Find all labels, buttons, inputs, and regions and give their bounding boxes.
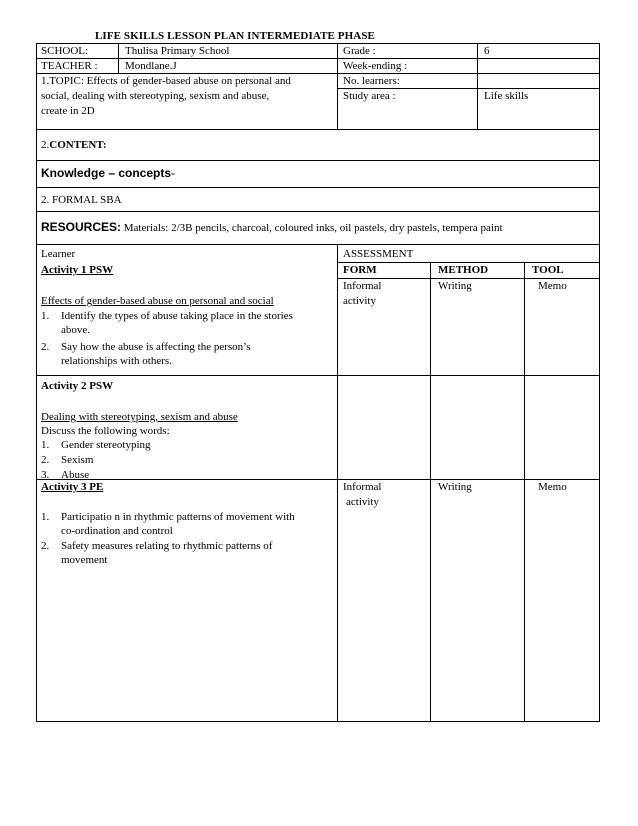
- activity-3-form-line-1: Informal: [343, 481, 382, 493]
- list-item-number: 1.: [41, 439, 50, 451]
- list-item-line: movement: [61, 554, 108, 566]
- activity-1-form-line-1: Informal: [343, 280, 382, 292]
- topic-line-2: social, dealing with stereotyping, sexism and abuse,: [41, 90, 270, 102]
- row-divider: [36, 375, 600, 376]
- list-item-line: relationships with others.: [61, 355, 172, 367]
- row-divider: [36, 58, 600, 59]
- list-item: [41, 539, 333, 567]
- activity-2-subtitle: Dealing with stereotyping, sexism and abuse: [41, 411, 238, 423]
- list-item-line: above.: [61, 324, 91, 336]
- teacher-label: TEACHER :: [41, 60, 98, 72]
- method-header: METHOD: [438, 264, 489, 276]
- activity-1-form-line-2: activity: [343, 295, 376, 307]
- learner-header: Learner: [41, 248, 76, 260]
- col-divider: [337, 244, 338, 722]
- activity-1-subtitle: Effects of gender-based abuse on personal and social: [41, 295, 274, 307]
- list-item-number: 1.: [41, 511, 50, 523]
- activity-2-intro: Discuss the following words:: [41, 425, 170, 437]
- content-heading-number: 2.: [41, 139, 50, 151]
- activity-1-list: [41, 309, 333, 368]
- document-title: LIFE SKILLS LESSON PLAN INTERMEDIATE PHASE: [95, 30, 375, 42]
- assessment-header: ASSESSMENT: [343, 248, 414, 260]
- list-item-line: Participatio n in rhythmic patterns of movement with: [61, 511, 295, 523]
- list-item: [41, 453, 333, 467]
- list-item-line: Say how the abuse is affecting the person’s: [61, 341, 251, 353]
- list-item: [41, 309, 333, 337]
- activity-1-title: Activity 1 PSW: [41, 264, 114, 276]
- list-item-text: Abuse: [61, 469, 90, 481]
- content-heading: [41, 138, 107, 152]
- formal-sba: 2. FORMAL SBA: [41, 194, 122, 206]
- list-item: [41, 438, 333, 452]
- activity-1-method: Writing: [438, 280, 472, 292]
- list-item-text: Gender stereotyping: [61, 439, 151, 451]
- study-area-value: Life skills: [484, 90, 529, 102]
- list-item-number: 1.: [41, 310, 50, 322]
- col-divider: [118, 43, 119, 74]
- grade-label: Grade :: [343, 45, 376, 57]
- col-divider: [430, 262, 431, 722]
- col-divider: [524, 262, 525, 722]
- row-divider: [36, 211, 600, 212]
- activity-3-title: Activity 3 PE: [41, 481, 104, 493]
- row-divider: [36, 160, 600, 161]
- activity-2-title: Activity 2 PSW: [41, 380, 114, 392]
- list-item: [41, 510, 333, 538]
- grade-value: 6: [484, 45, 490, 57]
- col-divider: [477, 43, 478, 130]
- resources-row: [41, 220, 503, 235]
- tool-header: TOOL: [532, 264, 564, 276]
- form-header: FORM: [343, 264, 377, 276]
- list-item: [41, 340, 333, 368]
- list-item-text: Sexism: [61, 454, 94, 466]
- list-item-number: 3.: [41, 469, 50, 481]
- list-item-number: 2.: [41, 341, 50, 353]
- activity-3-list: [41, 510, 333, 567]
- table-border-left: [36, 43, 37, 722]
- col-divider: [337, 43, 338, 130]
- list-item-line: Identify the types of abuse taking place in the stories: [61, 310, 293, 322]
- row-divider: [36, 187, 600, 188]
- activity-2-list: [41, 438, 333, 482]
- knowledge-suffix: -: [171, 166, 176, 180]
- list-item-line: Safety measures relating to rhythmic patterns of: [61, 540, 273, 552]
- resources-text: Materials: 2/3B pencils, charcoal, coloured inks, oil pastels, dry pastels, tempera paint: [121, 222, 503, 234]
- activity-3-form-line-2: activity: [346, 496, 379, 508]
- learners-label: No. learners:: [343, 75, 400, 87]
- content-heading-label: CONTENT:: [49, 139, 107, 151]
- topic-line-3: create in 2D: [41, 105, 95, 117]
- activity-3-tool: Memo: [538, 481, 567, 493]
- list-item-number: 2.: [41, 454, 50, 466]
- list-item-line: co-ordination and control: [61, 525, 173, 537]
- knowledge-concepts: [41, 166, 175, 180]
- list-item-number: 2.: [41, 540, 50, 552]
- table-border-top: [36, 43, 600, 44]
- topic-line-1: 1.TOPIC: Effects of gender-based abuse on personal and: [41, 75, 291, 87]
- row-divider: [36, 129, 600, 130]
- school-value: Thulisa Primary School: [125, 45, 230, 57]
- activity-1-tool: Memo: [538, 280, 567, 292]
- study-area-label: Study area :: [343, 90, 396, 102]
- school-label: SCHOOL:: [41, 45, 89, 57]
- table-border-bottom: [36, 721, 600, 722]
- knowledge-label: Knowledge – concepts: [41, 166, 172, 180]
- week-ending-label: Week-ending :: [343, 60, 408, 72]
- teacher-value: Mondlane.J: [125, 60, 177, 72]
- table-border-right: [599, 43, 600, 722]
- resources-label: RESOURCES:: [41, 220, 122, 234]
- row-divider: [36, 244, 600, 245]
- activity-3-method: Writing: [438, 481, 472, 493]
